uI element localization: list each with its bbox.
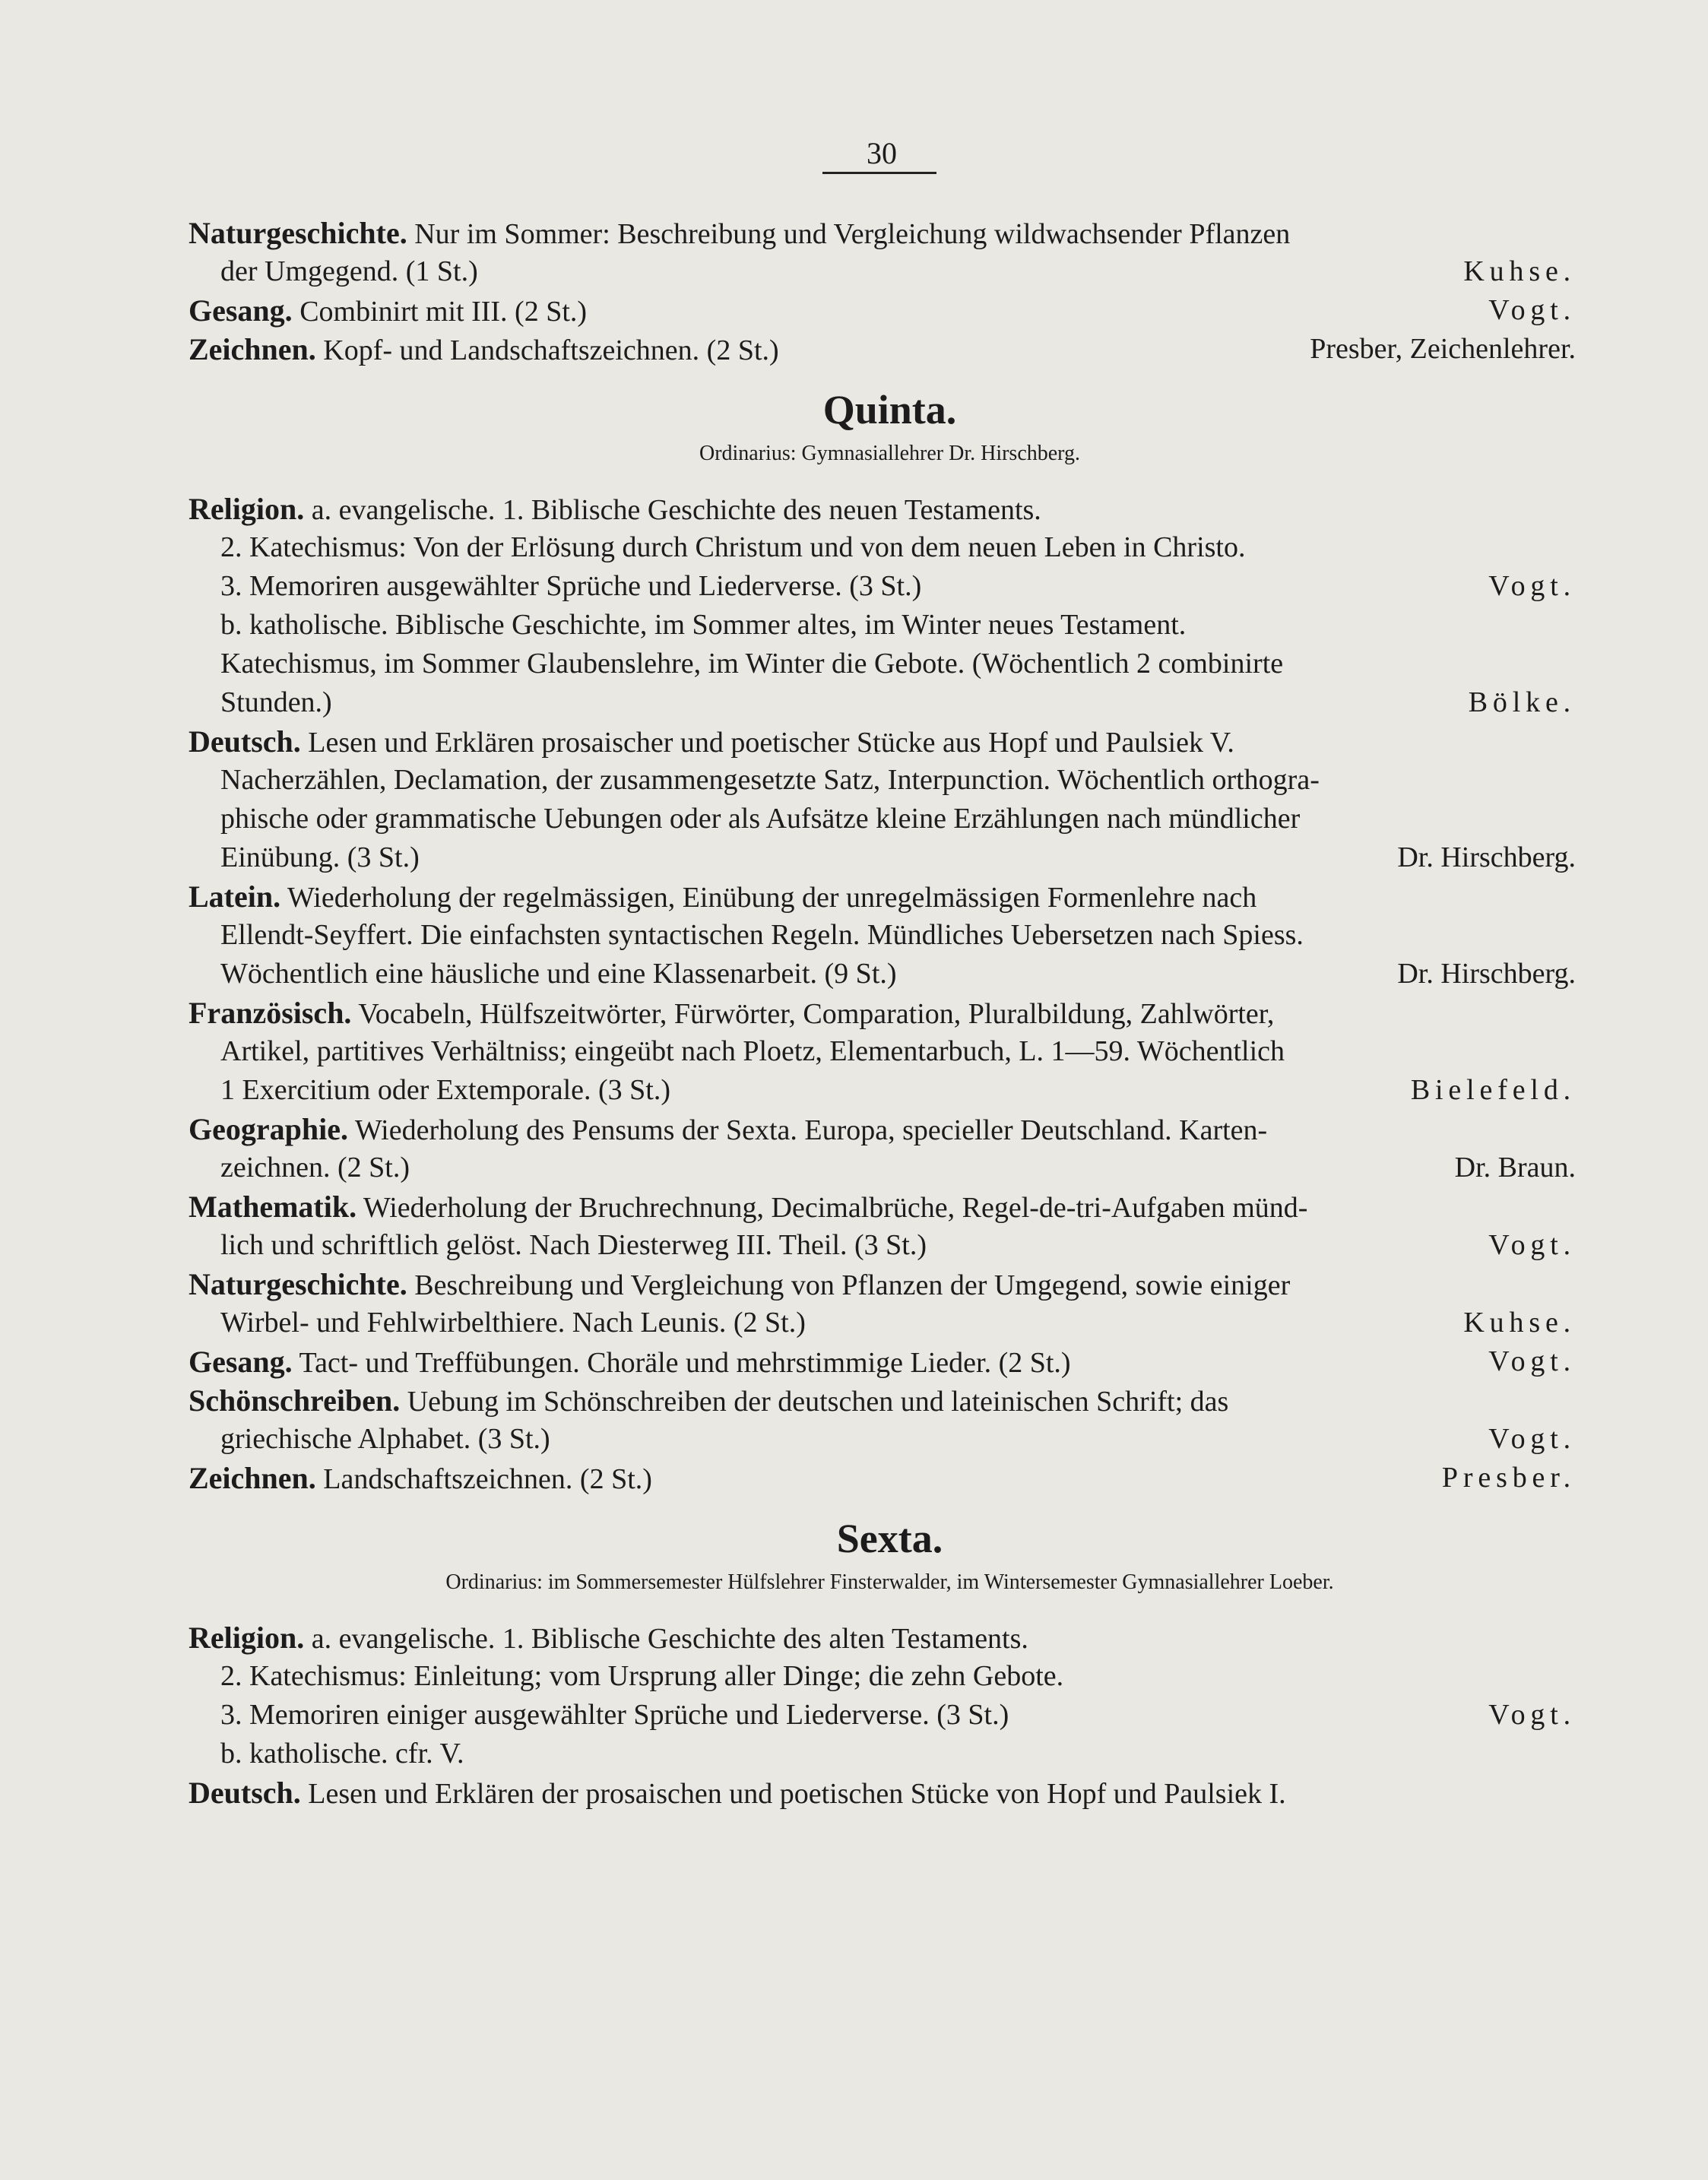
subject-label: Französisch.: [189, 996, 352, 1030]
page-number: 30: [867, 136, 897, 170]
subject-label: Religion.: [189, 1621, 305, 1655]
quinta-deutsch: Deutsch. Lesen und Erklären prosaischer und poetischer Stücke aus Hopf und Paulsiek V.: [189, 724, 1234, 759]
subject-label: Geographie.: [189, 1112, 348, 1146]
subject-label: Latein.: [189, 879, 281, 914]
top-zeichnen: Zeichnen. Kopf- und Landschaftszeichnen. (2 St.) Presber, Zeichenlehrer.: [189, 330, 1576, 369]
page-number-rule: [822, 172, 936, 174]
quinta-geographie: Geographie. Wiederholung des Pensums der Sexta. Europa, specieller Deutschland. Karten-: [189, 1112, 1268, 1146]
teacher-name: Presber.: [1441, 1462, 1576, 1494]
subject-label: Deutsch.: [189, 724, 301, 759]
teacher-name: Vogt.: [1488, 294, 1576, 326]
sexta-religion: Religion. a. evangelische. 1. Biblische Geschichte des alten Testaments.: [189, 1621, 1028, 1655]
top-gesang: Gesang. Combinirt mit III. (2 St.) Vogt.: [189, 291, 1576, 330]
subject-label: Zeichnen.: [189, 1461, 316, 1495]
subject-label: Naturgeschichte.: [189, 1267, 407, 1301]
quinta-religion: Religion. a. evangelische. 1. Biblische Geschichte des neuen Testaments.: [189, 492, 1041, 526]
quinta-latein: Latein. Wiederholung der regelmässigen, Einübung der unregelmässigen Formenlehre nach: [189, 879, 1257, 914]
teacher-name: Dr. Hirschberg.: [1397, 958, 1576, 990]
teacher-name: Dr. Hirschberg.: [1397, 841, 1576, 873]
subject-label: Religion.: [189, 492, 305, 526]
quinta-ordinarius: Ordinarius: Gymnasiallehrer Dr. Hirschberg.: [699, 442, 1081, 465]
quinta-franzoesisch: Französisch. Vocabeln, Hülfszeitwörter, Fürwörter, Comparation, Pluralbildung, Zahlwörter,: [189, 996, 1275, 1030]
subject-label: Gesang.: [189, 1345, 293, 1379]
quinta-zeichnen: Zeichnen. Landschaftszeichnen. (2 St.) Presber.: [189, 1459, 1576, 1497]
section-heading-quinta: Quinta.: [822, 387, 957, 433]
quinta-naturgeschichte: Naturgeschichte. Beschreibung und Vergleichung von Pflanzen der Umgegend, sowie einiger: [189, 1267, 1291, 1301]
teacher-name: Vogt.: [1488, 1345, 1576, 1377]
teacher-name: Vogt.: [1488, 1699, 1576, 1731]
teacher-name: Dr. Braun.: [1454, 1152, 1576, 1183]
quinta-gesang: Gesang. Tact- und Treffübungen. Choräle und mehrstimmige Lieder. (2 St.) Vogt.: [189, 1342, 1576, 1381]
teacher-name: Kuhse.: [1463, 1307, 1576, 1339]
subject-label: Naturgeschichte.: [189, 216, 407, 250]
teacher-name: Bielefeld.: [1410, 1074, 1576, 1106]
quinta-mathematik: Mathematik. Wiederholung der Bruchrechnung, Decimalbrüche, Regel-de-tri-Aufgaben münd-: [189, 1190, 1308, 1224]
top-naturgeschichte: Naturgeschichte. Nur im Sommer: Beschreibung und Vergleichung wildwachsender Pflanzen: [189, 216, 1291, 250]
section-heading-sexta: Sexta.: [836, 1516, 943, 1561]
sexta-ordinarius: Ordinarius: im Sommersemester Hülfslehrer Finsterwalder, im Wintersemester Gymnasiallehrer Loeber.: [445, 1570, 1334, 1594]
subject-label: Gesang.: [189, 293, 293, 328]
teacher-name: Bölke.: [1468, 686, 1576, 718]
subject-label: Mathematik.: [189, 1190, 357, 1224]
teacher-name: Vogt.: [1488, 570, 1576, 602]
teacher-name: Vogt.: [1488, 1423, 1576, 1455]
subject-label: Schönschreiben.: [189, 1383, 401, 1418]
subject-label: Zeichnen.: [189, 332, 316, 366]
teacher-name: Kuhse.: [1463, 255, 1576, 287]
subject-label: Deutsch.: [189, 1776, 301, 1810]
teacher-name: Vogt.: [1488, 1229, 1576, 1261]
sexta-deutsch: Deutsch. Lesen und Erklären der prosaischen und poetischen Stücke von Hopf und Paulsiek I.: [189, 1776, 1286, 1810]
page-text: Naturgeschichte. Nur im Sommer: Beschreibung und Vergleichung wildwachsender Pflanzen der Umgegend. (1 St.) Kuhse. Gesang. Combinirt mit III. (2 St.) Vogt. Zeichnen. Kopf- und Landschaftszeichnen. (2 St.) Presber, Zeichenlehrer. Quinta. Ordinarius: Gymnasiallehrer Dr. Hirschberg. Religion. a. evangelische. 1. Biblische Geschichte des neuen Testaments. 2. Katechismus: Von der Erlösung durch Christum und von dem neuen Leben in Christo. 3. Memoriren ausgewählter Sprüche und Liederverse. (3 St.) Vogt. b. katholische. Biblische Geschichte, im Sommer altes, im Winter neues Testament. Katechismus, im Sommer Glaubenslehre, im Winter die Gebote. (Wöchentlich 2 combinirte Stunden.) Bölke. Deutsch. Lesen und Erklären prosaischer und poetischer Stücke aus Hopf und Paulsiek V. Nacherzählen, Declamation, der zusammengesetzte Satz, Interpunction. Wöchentlich orthogra- phische oder grammatische Uebungen oder als Aufsätze kleine Erzählungen nach mündlicher Einübung. (3 St.) Dr. Hirschberg. Latein. Wiederholung der regelmässigen, Einübung der unregelmässigen Formenlehre nach Ellendt-Seyffert. Die einfachsten syntactischen Regeln. Mündliches Uebersetzen nach Spiess. Wöchentlich eine häusliche und eine Klassenarbeit. (9 St.) Dr. Hirschberg. Französisch. Vocabeln, Hülfszeitwörter, Fürwörter, Comparation, Pluralbildung, Zahlwörter, Artikel, partitives Verhältniss; eingeübt nach Ploetz, Elementarbuch, L. 1—59. Wöchentlich 1 Exercitium oder Extemporale. (3 St.) Bielefeld. Geographie. Wiederholung des Pensums der Sexta. Europa, specieller Deutschland. Karten- zeichnen. (2 St.) Dr. Braun. Mathematik. Wiederholung der Bruchrechnung, Decimalbrüche, Regel-de-tri-Aufgaben münd- lich und schriftlich gelöst. Nach Diesterweg III. Theil. (3 St.) Vogt. Naturgeschichte. Beschreibung und Vergleichung von Pflanzen der Umgegend, sowie einiger Wirbel- und Fehlwirbelthiere. Nach Leunis. (2 St.) Kuhse. Gesang. Tact- und Treffübungen. Choräle und mehrstimmige Lieder. (2 St.) Vogt. Schönschreiben. Uebung im Schönschreiben der deutschen und lateinischen Schrift; das griechische Alphabet. (3 St.) Vogt. Zeichnen. Landschaftszeichnen. (2 St.) Presber. Sexta. Ordinarius: im Sommersemester Hülfslehrer Finsterwalder, im Wintersemester Gymnasiallehrer Loeber. Religion. a. evangelische. 1. Biblische Geschichte des alten Testaments. 2. Katechismus: Einleitung; vom Ursprung aller Dinge; die zehn Gebote. 3. Memoriren einiger ausgewählter Sprüche und Liederverse. (3 St.) Vogt. b. katholische. cfr. V. Deutsch. Lesen und Erklären der prosaischen und poetischen Stücke von Hopf und Paulsiek I.: [189, 214, 1576, 1812]
teacher-name: Presber, Zeichenlehrer.: [1310, 333, 1576, 365]
quinta-schoenschreiben: Schönschreiben. Uebung im Schönschreiben der deutschen und lateinischen Schrift; das: [189, 1383, 1229, 1418]
